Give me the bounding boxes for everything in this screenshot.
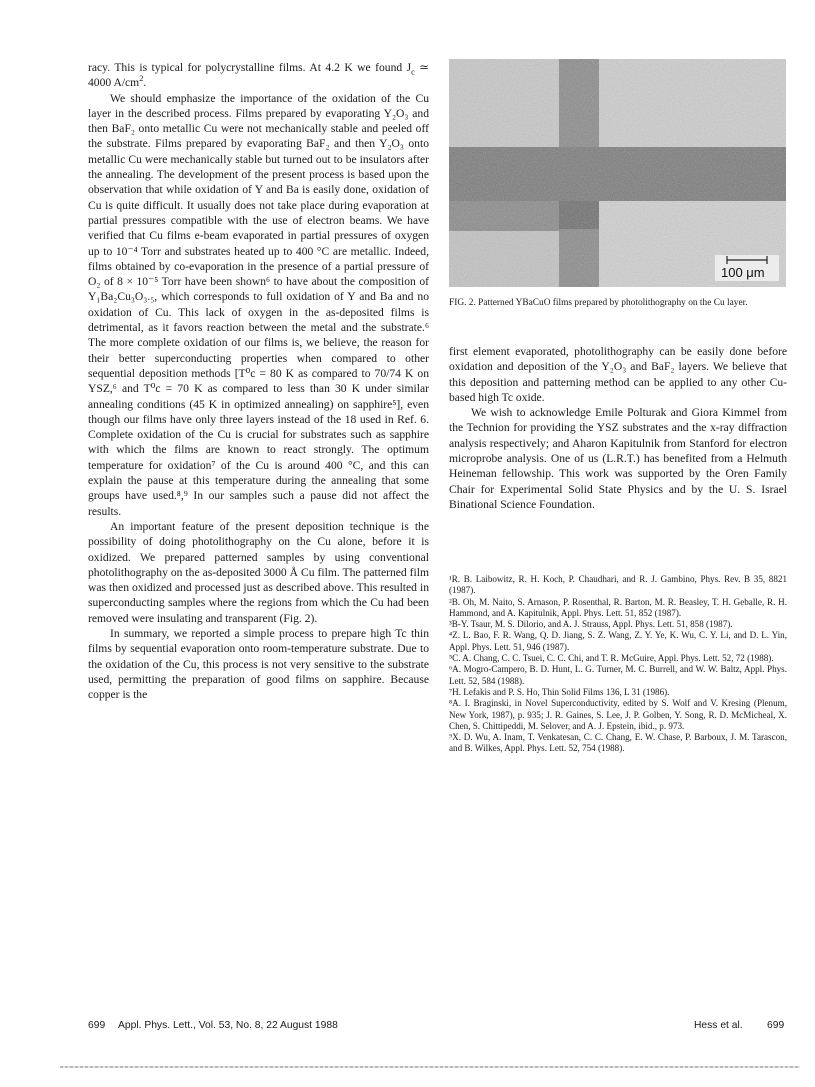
page-bottom-rule: [60, 1066, 800, 1068]
right-column: [449, 344, 787, 512]
jc-subscript: c: [411, 67, 415, 77]
figure-2-micrograph: [449, 59, 786, 287]
page-number-right: 699: [767, 1020, 785, 1031]
paragraph-4: In summary, we reported a simple process to prepare high Tc thin films by sequential evaporation onto room-temperature substrate. Due to the oxidation of the Cu, this process is not very sensitive to the substrate used, permitting the preparation of good films on sapphire. Because copper is the: [88, 626, 429, 702]
paragraph-1-value: ≃ 4000 A/cm: [88, 61, 429, 90]
reference-item: ⁴Z. L. Bao, F. R. Wang, Q. D. Jiang, S. Z. Wang, Z. Y. Ye, K. Wu, C. Y. Li, and D. L. Yin, Appl. Phys. Lett. 51, 946 (1987).: [449, 630, 787, 652]
reference-item: ²B. Oh, M. Naito, S. Arnason, P. Rosenthal, R. Barton, M. R. Beasley, T. H. Geballe, R. H. Hammond, and A. Kapitulnik, Appl. Phys. Lett. 51, 852 (1987).: [449, 596, 787, 618]
references-list: [449, 574, 787, 755]
running-authors: Hess et al.: [694, 1020, 743, 1031]
reference-item: ⁵C. A. Chang, C. C. Tsuei, C. C. Chi, and T. R. McGuire, Appl. Phys. Lett. 52, 72 (1988).: [449, 653, 774, 664]
acknowledgment-paragraph: We wish to acknowledge Emile Polturak and Giora Kimmel from the Technion for providing the YSZ substrates and the x-ray diffraction analysis respectively; and Aharon Kapitulnik from Stanford for electron microprobe analysis. One of us (L.R.T.) has benefited from a Helmuth Heineman fellowship. This work was supported by the Oren Family Chair for Experimental Solid State Physics and by the U. S. Israel Binational Science Foundation.: [449, 406, 787, 511]
figure-caption: FIG. 2. Patterned YBaCuO films prepared by photolithography on the Cu layer.: [449, 298, 748, 308]
journal-citation: Appl. Phys. Lett., Vol. 53, No. 8, 22 August 1988: [118, 1020, 338, 1031]
page-number-left: 699: [88, 1020, 106, 1031]
paragraph-3: An important feature of the present deposition technique is the possibility of doing photolithography on the Cu alone, before it is oxidized. We prepared patterned samples by using conventional photolithography on the as-deposited 3000 Å Cu film. The patterned film was then oxidized and processed just as described above. This resulted in superconducting samples where the regions from which the Cu had been removed were insulating and transparent (Fig. 2).: [88, 519, 429, 625]
micrograph-image: [449, 59, 786, 287]
reference-item: ⁶A. Mogro-Campero, B. D. Hunt, L. G. Turner, M. C. Burrell, and W. W. Baltz, Appl. Phys. Lett. 52, 584 (1988).: [449, 664, 787, 686]
unit-superscript: 2: [139, 74, 144, 84]
reference-item: ⁸A. I. Braginski, in Novel Superconductivity, edited by S. Wolf and V. Kresing (Plenum, New York, 1987), p. 935; J. R. Gaines, S. Lee, J. P. Golben, Y. Song, R. D. McMicheal, X. Chen, S. Chittipeddi, M. Selover, and A. J. Epstein, ibid., p. 973.: [449, 698, 787, 731]
paragraph-1-text: racy. This is typical for polycrystalline films. At 4.2 K we found J: [88, 61, 412, 74]
reference-item: ¹R. B. Laibowitz, R. H. Koch, P. Chaudhari, and R. J. Gambino, Phys. Rev. B 35, 8821 (1987).: [449, 574, 787, 596]
right-paragraph-1: first element evaporated, photolithography can be easily done before oxidation and deposition of the Y₂O₃ and BaF₂ layers. We believe that this deposition and patterning method can be applied to any other Cu-based high Tc oxide.: [449, 345, 787, 404]
scale-bar-label: 100 μm: [721, 265, 765, 280]
paragraph-1: [88, 60, 429, 91]
paragraph-1-tail: .: [143, 76, 147, 90]
paragraph-2: We should emphasize the importance of the oxidation of the Cu layer in the described process. Films prepared by evaporating Y₂O₃ and then BaF₂ onto metallic Cu were not mechanically stable and peeled off the substrate. Films prepared by evaporating BaF₂ and then Y₂O₃ onto metallic Cu were mechanically stable but turned out to be insulators after the annealing. The development of the present process is based upon the observation that while oxidation of Y and Ba is easily done, oxidation of Cu is quite difficult. It usually does not take place during evaporation at partial pressures compatible with the use of electron beams. We have verified that Cu films e-beam evaporated in partial pressures of oxygen up to 10⁻⁴ Torr and substrates heated up to 400 °C are metallic. Indeed, films obtained by co-evaporation in the presence of a partial pressure of O₂ of 8 × 10⁻⁵ Torr have been shown⁶ to have about the composition of Y₁Ba₂Cu₃O₃.₅, which corresponds to full oxidation of Y and Ba and no oxidation of Cu. This lack of oxygen in the as-deposited films is detrimental, as it favors reaction between the metal and the substrate.⁶ The more complete oxidation of our films is, we believe, the reason for their better superconducting properties when compared to other sequential deposition methods [T⁰c = 80 K as compared to 70/74 K on YSZ,⁶ and T⁰c = 70 K as compared to less than 30 K under similar annealing conditions (45 K in optimized annealing) on sapphire⁵], even though our films have only three layers instead of the 18 used in Ref. 6. Complete oxidation of the Cu is crucial for substrates such as sapphire with which the films are known to react strongly. The optimum temperature for oxidation⁷ of the Cu is around 400 °C, and this can explain the pause at this temperature during the annealing that some groups have used.⁸,⁹ In our samples such a pause did not affect the results.: [88, 91, 429, 518]
page-footer: [88, 1020, 788, 1034]
left-column: [88, 60, 429, 702]
reference-item: ³B-Y. Tsaur, M. S. Dilorio, and A. J. Strauss, Appl. Phys. Lett. 51, 858 (1987).: [449, 619, 733, 630]
reference-item: ⁷H. Lefakis and P. S. Ho, Thin Solid Films 136, L 31 (1986).: [449, 686, 670, 697]
reference-item: ⁹X. D. Wu, A. Inam, T. Venkatesan, C. C. Chang, E. W. Chase, P. Barboux, J. M. Tarascon, and B. Wilkes, Appl. Phys. Lett. 52, 754 (1988).: [449, 732, 787, 754]
